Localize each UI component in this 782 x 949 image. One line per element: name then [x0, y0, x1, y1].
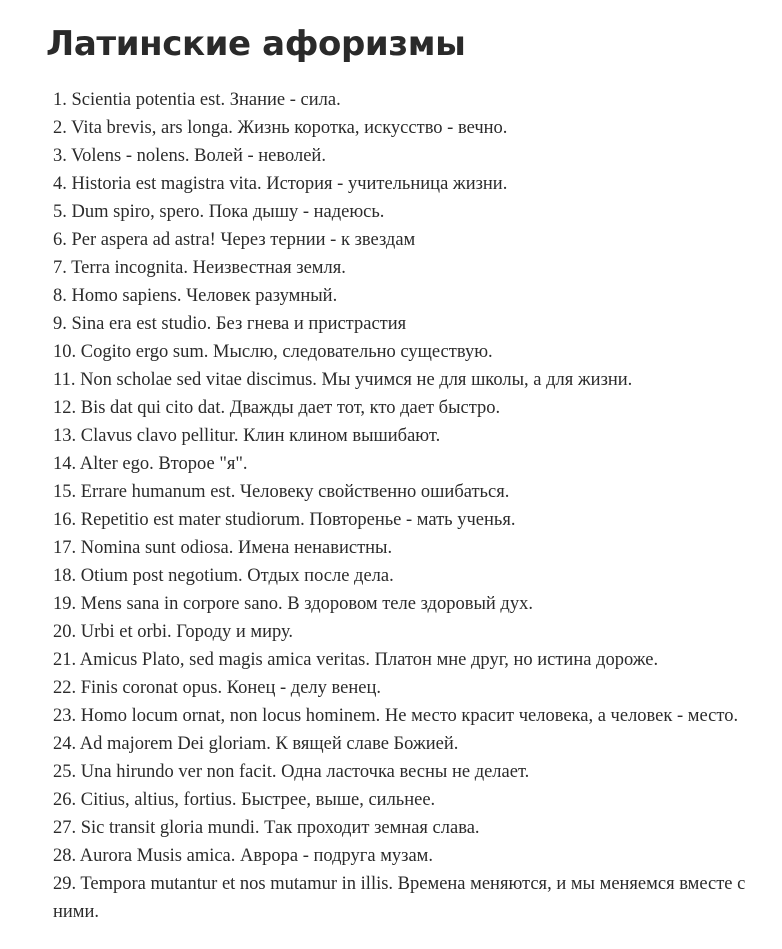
- aphorism-item: 18. Otium post negotium. Отдых после дела.: [53, 566, 394, 586]
- aphorism-list: [53, 86, 765, 926]
- page-title: Латинские афоризмы: [46, 24, 466, 64]
- aphorism-item: 8. Homo sapiens. Человек разумный.: [53, 286, 338, 306]
- aphorism-item: 14. Alter ego. Второе "я".: [53, 454, 248, 474]
- aphorism-item: 13. Clavus clavo pellitur. Клин клином вышибают.: [53, 426, 441, 446]
- aphorism-item: 27. Sic transit gloria mundi. Так проходит земная слава.: [53, 818, 480, 838]
- aphorism-item: 22. Finis coronat opus. Конец - делу венец.: [53, 678, 381, 698]
- aphorism-item: 3. Volens - nolens. Волей - неволей.: [53, 146, 326, 166]
- aphorism-item: 21. Amicus Plato, sed magis amica veritas. Платон мне друг, но истина дороже.: [53, 650, 659, 670]
- aphorism-item: 7. Terra incognita. Неизвестная земля.: [53, 258, 346, 278]
- aphorism-item: 4. Historia est magistra vita. История - учительница жизни.: [53, 174, 508, 194]
- aphorism-item: 9. Sina era est studio. Без гнева и пристрастия: [53, 314, 407, 334]
- aphorism-item: 16. Repetitio est mater studiorum. Повторенье - мать ученья.: [53, 510, 516, 530]
- aphorism-item: 29. Tempora mutantur et nos mutamur in illis. Времена меняются, и мы меняемся вместе с ними.: [53, 874, 746, 922]
- aphorism-item: 10. Cogito ergo sum. Мыслю, следовательно существую.: [53, 342, 493, 362]
- aphorism-item: 2. Vita brevis, ars longa. Жизнь коротка, искусство - вечно.: [53, 118, 508, 138]
- aphorism-item: 23. Homo locum ornat, non locus hominem. Не место красит человека, а человек - место.: [53, 706, 739, 726]
- aphorism-item: 19. Mens sana in corpore sano. В здоровом теле здоровый дух.: [53, 594, 533, 614]
- aphorism-item: 24. Ad majorem Dei gloriam. К вящей славе Божией.: [53, 734, 459, 754]
- aphorism-item: 6. Per aspera ad astra! Через тернии - к звездам: [53, 230, 416, 250]
- aphorism-item: 28. Aurora Musis amica. Аврора - подруга музам.: [53, 846, 434, 866]
- aphorism-item: 20. Urbi et orbi. Городу и миру.: [53, 622, 294, 642]
- aphorism-item: 26. Citius, altius, fortius. Быстрее, выше, сильнее.: [53, 790, 436, 810]
- aphorism-item: 5. Dum spiro, spero. Пока дышу - надеюсь.: [53, 202, 385, 222]
- aphorism-item: 12. Bis dat qui cito dat. Дважды дает тот, кто дает быстро.: [53, 398, 501, 418]
- aphorism-item: 15. Errare humanum est. Человеку свойственно ошибаться.: [53, 482, 510, 502]
- aphorism-item: 17. Nomina sunt odiosa. Имена ненавистны.: [53, 538, 393, 558]
- aphorism-item: 25. Una hirundo ver non facit. Одна ласточка весны не делает.: [53, 762, 530, 782]
- aphorism-item: 1. Scientia potentia est. Знание - сила.: [53, 90, 341, 110]
- aphorism-item: 11. Non scholae sed vitae discimus. Мы учимся не для школы, а для жизни.: [53, 370, 633, 390]
